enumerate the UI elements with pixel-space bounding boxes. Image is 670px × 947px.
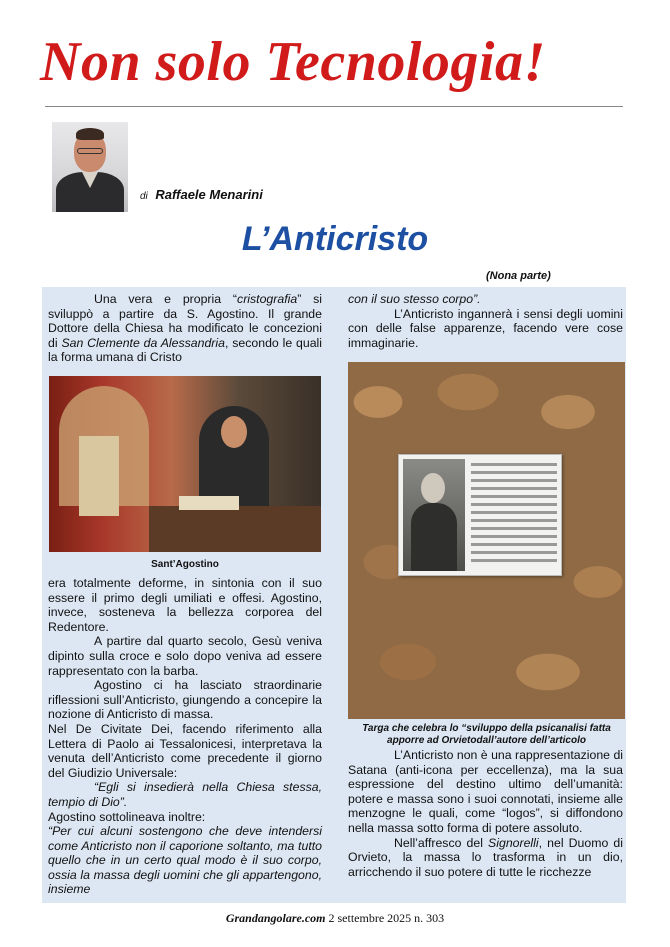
quote: “Per cui alcuni sostengono che deve intendersi come Anticristo non il caporione soltanto, ma tutto quello che in un certo qual modo è il suo corpo, ossia la massa degli uomini che gli appartengono, insieme: [48, 824, 322, 897]
column-2-bottom: [348, 748, 623, 879]
column-1-bottom: [48, 576, 322, 897]
image-caption: Sant’Agostino: [151, 559, 219, 570]
freud-plaque-photo: [348, 362, 625, 719]
paragraph: A partire dal quarto secolo, Gesù veniva dipinto sulla croce e solo dopo veniva ad essere rappresentato con la barba.: [48, 634, 322, 678]
column-2-top: [348, 292, 623, 350]
quote: con il suo stesso corpo”.: [348, 292, 481, 306]
byline: [140, 187, 263, 202]
footer-issue: 2 settembre 2025 n. 303: [325, 911, 445, 925]
article-title: L’Anticristo: [241, 220, 429, 258]
paragraph: Una vera e propria “cristografia” si sviluppò a partire da S. Agostino. Il grande Dottore della Chiesa ha modificato le concezioni di San Clemente da Alessandria, secondo le quali la forma umana di Cristo: [48, 292, 322, 365]
quote: “Egli si insedierà nella Chiesa stessa, tempio di Dio”.: [48, 780, 322, 809]
author-photo: [52, 122, 128, 212]
author-name: Raffaele Menarini: [155, 187, 263, 202]
byline-prefix: di: [140, 191, 148, 202]
footer: [0, 911, 670, 926]
column-1-top: [48, 292, 322, 365]
masthead-title: Non solo Tecnologia!: [40, 31, 546, 93]
header-divider: [45, 106, 623, 107]
paragraph: Agostino ci ha lasciato straordinarie riflessioni sull’Anticristo, giungendo a concepire la nozione di Anticristo di massa.: [48, 678, 322, 722]
plaque: [398, 454, 562, 576]
footer-site: Grandangolare.com: [225, 911, 326, 925]
paragraph: L’Anticristo ingannerà i sensi degli uomini con delle false apparenze, facendo vere cose immaginarie.: [348, 306, 623, 350]
paragraph: era totalmente deforme, in sintonia con il suo essere il primo degli umiliati e offesi. Agostino, invece, sosteneva la bellezza corporea del Redentore.: [48, 576, 322, 634]
paragraph: Nel De Civitate Dei, facendo riferimento alla Lettera di Paolo ai Tessalonicesi, interpretava la venuta dell’Anticristo come precedente il giorno del Giudizio Universale:: [48, 721, 322, 780]
paragraph: Nell’affresco del Signorelli, nel Duomo di Orvieto, la massa lo trasforma in un dio, arricchendo il suo potere di tutte le ricchezze: [348, 835, 623, 879]
sant-agostino-painting: [49, 376, 321, 552]
paragraph: Agostino sottolineava inoltre:: [48, 809, 206, 824]
image-caption: Targa che celebra lo “sviluppo della psicanalisi fatta apporre ad Orvietodall’autore dell’articolo: [362, 723, 611, 746]
article-part: (Nona parte): [486, 270, 551, 282]
paragraph: L’Anticristo non è una rappresentazione di Satana (anti-icona per eccellenza), ma la sua espressione del destino ultimo dell’umanità: potere e massa sono i suoi connotati, insieme alle menzogne le quali, come “logos”, si diffondono nella massa sotto forma di potere assoluto.: [348, 748, 624, 835]
